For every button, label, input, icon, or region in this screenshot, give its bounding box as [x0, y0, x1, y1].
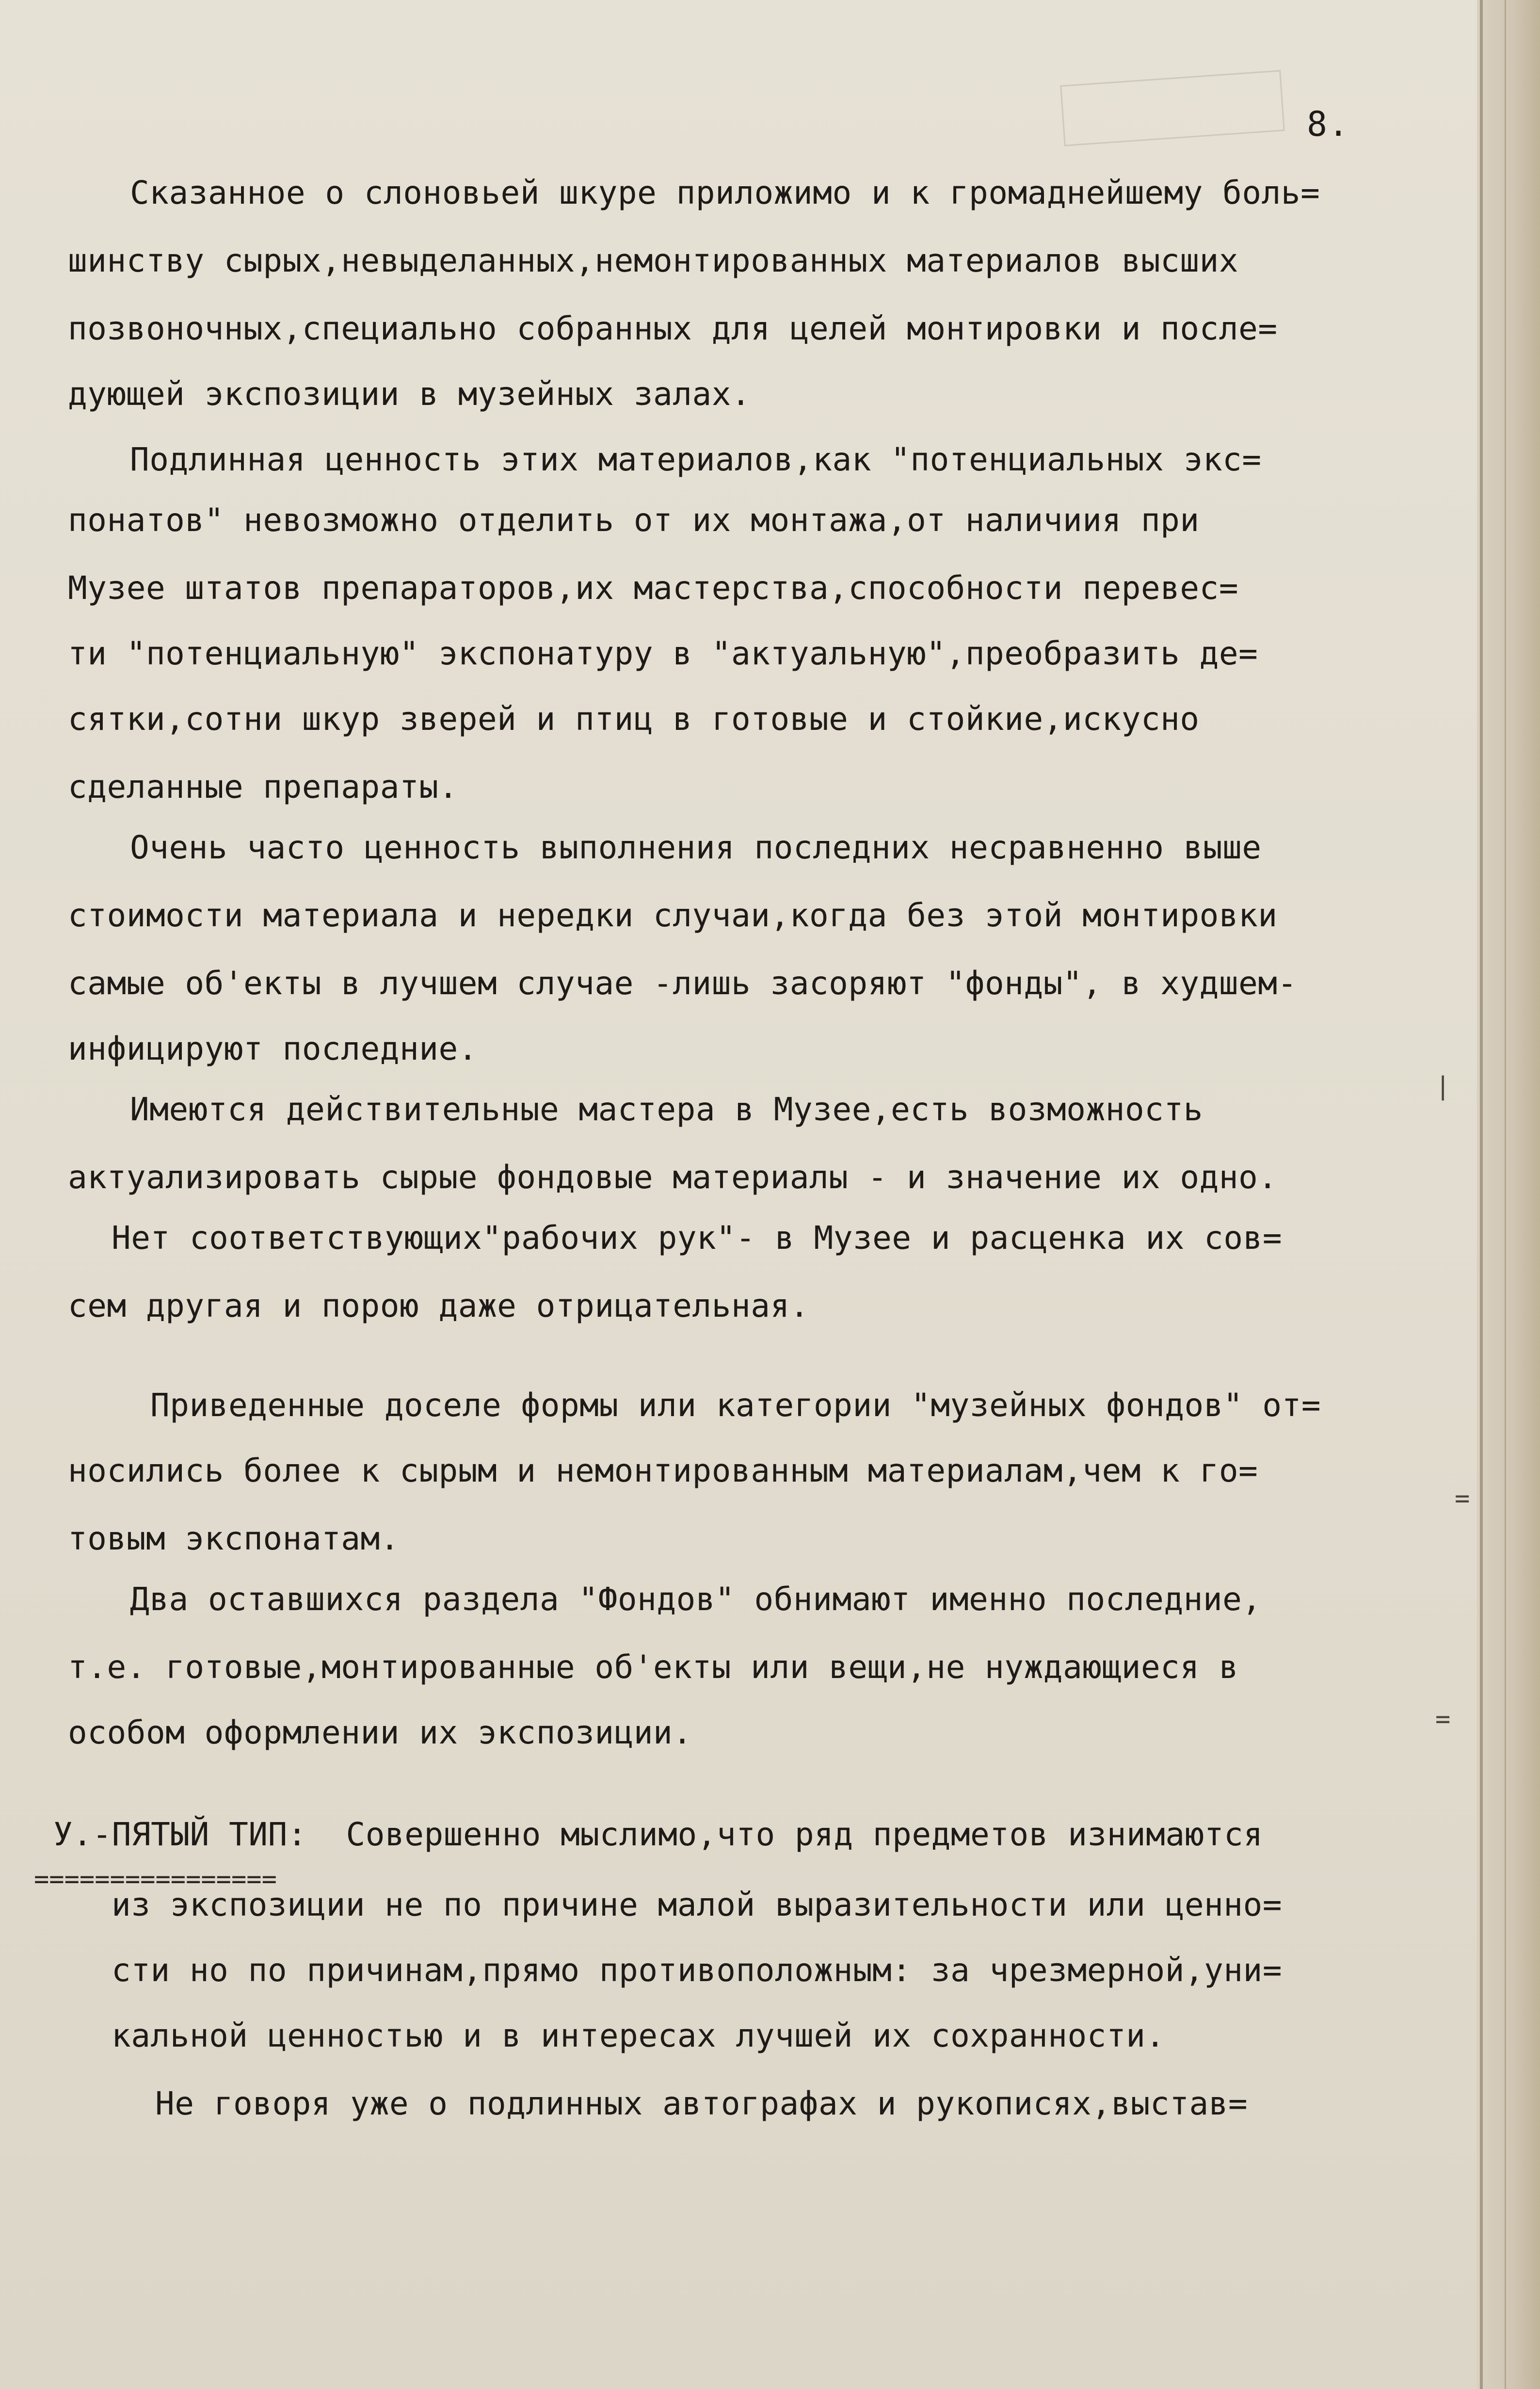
text-line: кальной ценностью и в интересах лучшей их сохранности.: [112, 2017, 1165, 2054]
text-line: носились более к сырым и немонтированным материалам,чем к го=: [68, 1452, 1258, 1489]
text-line: понатов" невозможно отделить от их монтажа,от наличиия при: [68, 501, 1200, 539]
text-line: ти "потенциальную" экспонатуру в "актуальную",преобразить де=: [68, 635, 1258, 672]
text-line: Музее штатов препараторов,их мастерства,способности перевес=: [68, 569, 1239, 607]
text-line: инфицируют последние.: [68, 1030, 478, 1067]
text-line: Сказанное о слоновьей шкуре приложимо и к громаднейшему боль=: [130, 174, 1320, 211]
heading-underline: ================: [34, 1865, 277, 1894]
text-line: Приведенные доселе формы или категории "музейных фондов" от=: [150, 1387, 1321, 1424]
text-line: Подлинная ценность этих материалов,как "потенциальных экс=: [130, 441, 1262, 478]
text-line: Имеются действительные мастера в Музее,есть возможность: [130, 1091, 1203, 1128]
text-line: Нет соответствующих"рабочих рук"- в Музее и расценка их сов=: [112, 1219, 1283, 1257]
text-line: сятки,сотни шкур зверей и птиц в готовые и стойкие,искусно: [68, 700, 1200, 738]
text-line: т.е. готовые,монтированные об'екты или вещи,не нуждающиеся в: [68, 1648, 1239, 1686]
section-heading-line: У.-ПЯТЫЙ ТИП: Совершенно мыслимо,что ряд предметов изнимаются: [53, 1816, 1263, 1853]
text-line: товым экспонатам.: [68, 1520, 400, 1557]
text-line: дующей экспозиции в музейных залах.: [68, 375, 751, 413]
text-line: позвоночных,специально собранных для целей монтировки и после=: [68, 310, 1278, 347]
text-line: сделанные препараты.: [68, 768, 458, 806]
text-line: Очень часто ценность выполнения последних несравненно выше: [130, 829, 1262, 866]
faint-stamp: [1060, 70, 1285, 146]
text-line: сти но по причинам,прямо противоположным: за чрезмерной,уни=: [112, 1952, 1283, 1989]
text-line: Два оставшихся раздела "Фондов" обнимают именно последние,: [130, 1581, 1262, 1618]
text-line: самые об'екты в лучшем случае -лишь засоряют "фонды", в худшем-: [68, 965, 1297, 1002]
text-line: Не говоря уже о подлинных автографах и рукописях,выстав=: [155, 2085, 1248, 2122]
page-edge: [1477, 0, 1540, 2389]
text-line: актуализировать сырые фондовые материалы - и значение их одно.: [68, 1159, 1278, 1196]
page-number: 8.: [1307, 104, 1350, 144]
margin-mark: =: [1435, 1705, 1451, 1734]
margin-mark: =: [1455, 1484, 1470, 1513]
text-line: особом оформлении их экспозиции.: [68, 1714, 692, 1751]
page-edge-line: [1505, 0, 1506, 2389]
text-line: стоимости материала и нередки случаи,когда без этой монтировки: [68, 897, 1278, 934]
text-line: сем другая и порою даже отрицательная.: [68, 1287, 809, 1324]
page-edge-line: [1480, 0, 1483, 2389]
margin-mark: |: [1435, 1072, 1451, 1101]
text-line: из экспозиции не по причине малой выразительности или ценно=: [112, 1886, 1283, 1923]
text-line: шинству сырых,невыделанных,немонтированных материалов высших: [68, 242, 1239, 279]
